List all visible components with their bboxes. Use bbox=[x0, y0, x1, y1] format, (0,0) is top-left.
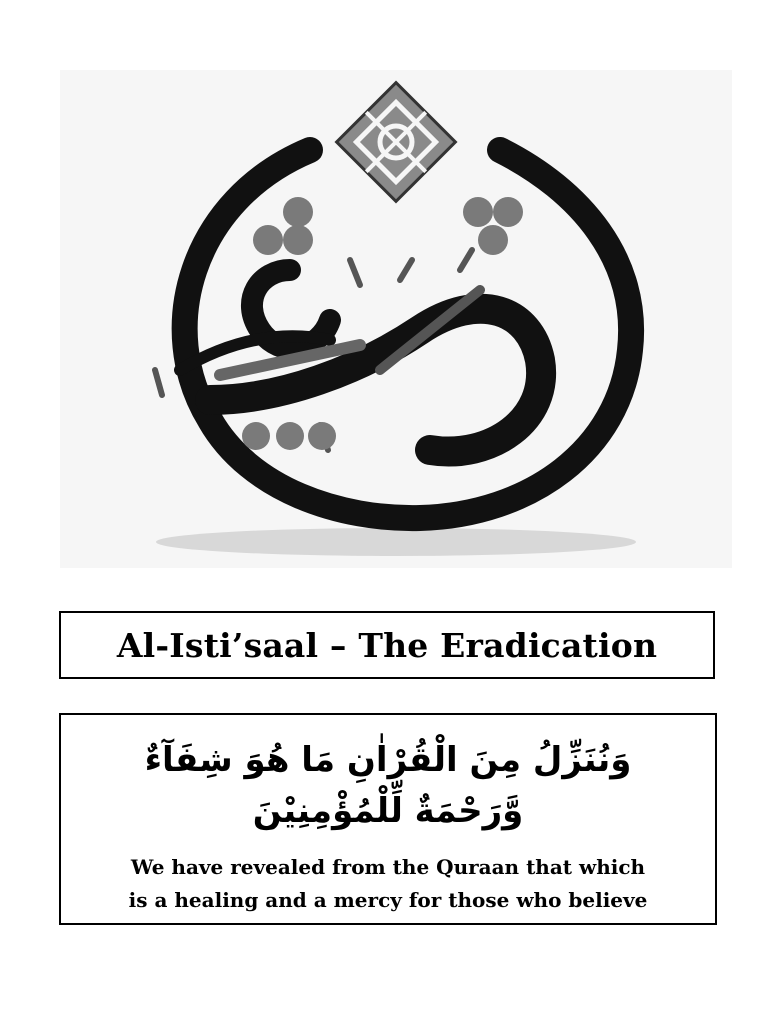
calligraphy-emblem bbox=[60, 70, 732, 568]
dot bbox=[283, 197, 313, 227]
dot bbox=[463, 197, 493, 227]
verse-box bbox=[59, 713, 717, 925]
dot bbox=[478, 225, 508, 255]
mark-1 bbox=[350, 260, 360, 285]
arabic-verse: وَنُنَزِّلُ مِنَ الْقُرْاٰنِ مَا هُوَ شِفَآءٌ وَّرَحْمَةٌ لِّلْمُؤْمِنِيْنَ bbox=[144, 740, 632, 831]
dot bbox=[493, 197, 523, 227]
dot bbox=[308, 422, 336, 450]
dot bbox=[283, 225, 313, 255]
dot bbox=[253, 225, 283, 255]
dot bbox=[242, 422, 270, 450]
dot bbox=[276, 422, 304, 450]
title-box bbox=[59, 611, 715, 679]
translation-line-2: is a healing and a mercy for those who believe bbox=[128, 888, 648, 912]
translation-line-1: We have revealed from the Quraan that which bbox=[130, 855, 646, 879]
mark-2 bbox=[400, 260, 412, 280]
verse-translation bbox=[61, 851, 715, 917]
calligraphy-emblem-icon bbox=[60, 70, 732, 568]
knot-ornament bbox=[337, 83, 456, 202]
mark-4 bbox=[155, 370, 162, 395]
emblem-shadow bbox=[156, 528, 636, 556]
page-title: Al-Isti’saal – The Eradication bbox=[116, 625, 658, 665]
mark-3 bbox=[460, 250, 472, 270]
